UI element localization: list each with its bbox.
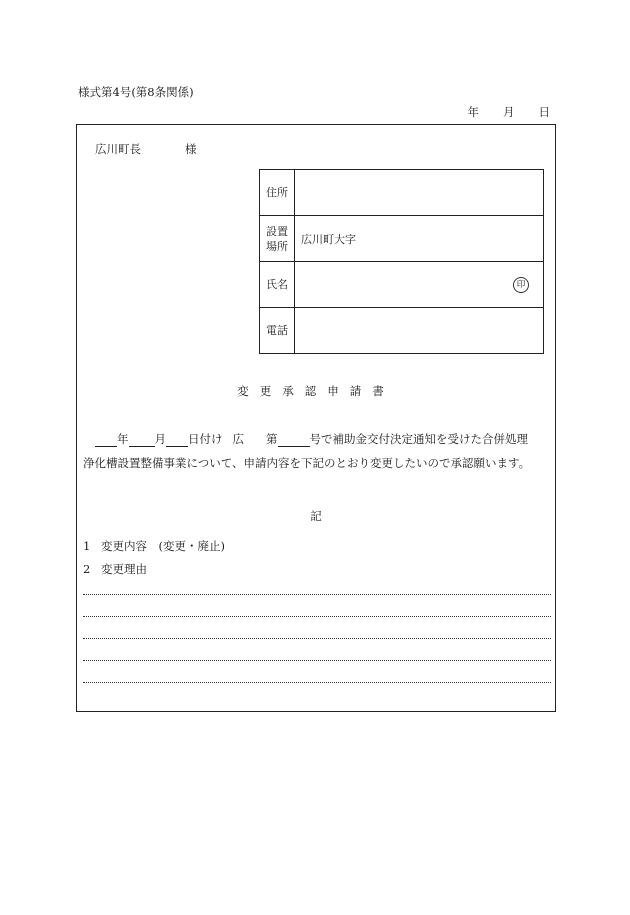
location-field[interactable]: 広川町大字 <box>295 216 544 262</box>
reason-line-2[interactable] <box>83 616 551 617</box>
phone-label: 電話 <box>260 308 295 354</box>
body-office: 広 <box>232 432 244 446</box>
item-2-number: 2 <box>83 562 91 576</box>
blank-number[interactable] <box>278 432 310 447</box>
addressee <box>95 141 197 157</box>
body-year: 年 <box>117 432 129 446</box>
blank-day[interactable] <box>166 432 188 447</box>
item-change-content <box>83 538 225 554</box>
phone-field[interactable] <box>295 308 544 354</box>
ki-heading: 記 <box>310 509 322 523</box>
reason-line-1[interactable] <box>83 594 551 595</box>
seal-mark-icon: 印 <box>513 277 529 293</box>
reason-line-3[interactable] <box>83 638 551 639</box>
name-row <box>260 262 544 308</box>
date-day: 日 <box>538 105 550 119</box>
item-1-text: 変更内容 (変更・廃止) <box>101 539 225 553</box>
location-label-line2: 場所 <box>266 239 288 253</box>
location-row <box>260 216 544 262</box>
body-line1-rest: 号で補助金交付決定通知を受けた合併処理 <box>309 432 528 446</box>
name-field[interactable] <box>295 262 544 308</box>
document-title: 変更承認申請書 <box>237 384 395 398</box>
applicant-table <box>259 169 544 354</box>
item-1-number: 1 <box>83 539 91 553</box>
body-dai: 第 <box>266 432 278 446</box>
name-label: 氏名 <box>260 262 295 308</box>
reason-line-5[interactable] <box>83 682 551 683</box>
addressee-honorific: 様 <box>185 142 197 156</box>
location-label <box>260 216 295 262</box>
item-2-text: 変更理由 <box>101 562 147 576</box>
date-year: 年 <box>467 105 479 119</box>
addressee-name: 広川町長 <box>95 142 141 156</box>
body-line-2: 浄化槽設置整備事業について、申請内容を下記のとおり変更したいので承認願います。 <box>83 456 531 470</box>
address-row <box>260 170 544 216</box>
date-line <box>468 104 551 120</box>
body-day-suffix: 日付け <box>188 432 223 446</box>
blank-month[interactable] <box>129 432 155 447</box>
date-month: 月 <box>503 105 515 119</box>
form-number-label: 様式第4号(第8条関係) <box>78 85 194 99</box>
phone-row <box>260 308 544 354</box>
body-month: 月 <box>154 432 166 446</box>
body-line-1 <box>95 431 528 447</box>
address-label: 住所 <box>260 170 295 216</box>
form-frame <box>76 124 556 712</box>
item-change-reason <box>83 561 147 577</box>
reason-line-4[interactable] <box>83 660 551 661</box>
blank-era[interactable] <box>95 432 117 447</box>
address-field[interactable] <box>295 170 544 216</box>
location-label-line1: 設置 <box>266 224 288 238</box>
